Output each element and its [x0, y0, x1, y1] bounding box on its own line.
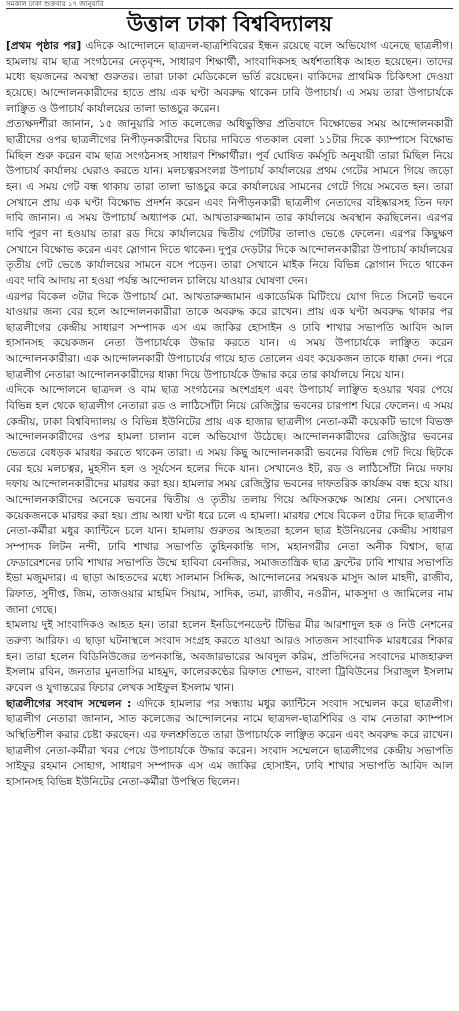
- continuation-kicker: [প্রথম পৃষ্ঠার পর]: [6, 40, 82, 52]
- paragraph-6-text: এদিকে হামলার পর সন্ধ্যায় মধুর ক্যান্টিনে সংবাদ সম্মেলন করে ছাত্রলীগ। ছাত্রলীগ নেতারা জানান, সাত কলেজের আন্দোলনের নামে ছাত্রদল-ছাত্রশিবির ও বাম নেতারা ক্যাম্পাস অস্থিতিশীল করার চেষ্টা করছেন। এর ফলশ্রুতিতে তারা উপাচার্যকে লাঞ্ছিত করেন এবং অবরুদ্ধ করে রাখেন। ছাত্রলীগ নেতা-কর্মীরা খবর পেয়ে উপাচার্যকে উদ্ধার করেন। সংবাদ সম্মেলনে ছাত্রলীগের কেন্দ্রীয় সভাপতি সাইফুর রহমান সোহাগ, সাধারণ সম্পাদক এস এম জাকির হোসাইন, ঢাবি শাখার সভাপতি আবিদ আল হাসানসহ বিভিন্ন ইউনিটের নেতা-কর্মীরা উপস্থিত ছিলেন।: [6, 697, 453, 788]
- paragraph-1: [6, 39, 453, 117]
- paragraph-6: [6, 697, 453, 791]
- newspaper-clipping: [6, 0, 453, 791]
- page-top-strip: সমকাল ঢাকা শুক্রবার ১৭ জানুয়ারি: [6, 0, 453, 9]
- paragraph-4: এদিকে আন্দোলনে ছাত্রদল ও বাম ছাত্র সংগঠনের অংশগ্রহণ এবং উপাচার্য লাঞ্ছিত হওয়ার খবর পেয়ে বিভিন্ন হল থেকে ছাত্রলীগ নেতারা রড ও লাঠিসোঁটা নিয়ে রেজিস্ট্রার ভবনের চারপাশ ঘিরে ফেলেন। এ সময় কেন্দ্রীয়, ঢাকা বিশ্ববিদ্যালয় ও বিভিন্ন ইউনিটের প্রায় এক হাজার ছাত্রলীগ নেতা-কর্মী কয়েকটি ভাগে বিভক্ত আন্দোলনকারীদের ওপর হামলা চালান বলে অভিযোগ উঠেছে। আন্দোলনকারীদের রেজিস্ট্রার ভবনের ভেতরে বেধড়ক মারধর করতে থাকেন তারা। এ সময় কিছু আন্দোলনকারী ভবনের বিভিন্ন গেট দিয়ে ছিটকে বের হয়ে মলচত্বর, মুহসীন হল ও সূর্যসেন হলের দিকে যান। সেখানেও ইট, রড ও লাঠিসোঁটা নিয়ে দফায় দফায় আন্দোলনকারীদের মারধর করা হয়। হামলার সময় রেজিস্ট্রার ভবনের দাফতরিক কার্যক্রম বন্ধ হয়ে যায়। আন্দোলনকারীদের অনেকে ভবনের দ্বিতীয় ও তৃতীয় তলায় গিয়ে অফিসকক্ষে আশ্রয় নেন। সেখানেও কয়েকজনকে মারধর করা হয়। প্রায় আধা ঘণ্টা ধরে চলে এ হামলা। মারধর শেষে বিকেল ৫টার দিকে ছাত্রলীগ নেতা-কর্মীরা মধুর ক্যান্টিনে চলে যান। হামলায় গুরুতর আহতরা হলেন ছাত্র ইউনিয়নের কেন্দ্রীয় সাধারণ সম্পাদক লিটন নন্দী, ঢাবি শাখার সভাপতি তুহিনকান্তি দাস, মহানগরীর নেতা অনীক বিশ্বাস, ছাত্র ফেডারেশনের ঢাবি শাখার সভাপতি উম্মে হাবিবা বেনজির, সমাজতান্ত্রিক ছাত্র ফ্রন্টের ঢাবি শাখার সভাপতি ইভা মজুমদার। এ ছাড়া আহতদের মধ্যে সালমান সিদ্দিক, আন্দোলনের সমন্বয়ক মাসুদ আল মাহদী, রাজীব, রিফাত, সুদীপ্ত, জিম, তাজওয়ার মাহমিদ সিয়াম, সাদিক, তমা, রাজীব, নওরীন, মাকসুদা ও জামিলের নাম জানা গেছে।: [6, 384, 453, 616]
- paragraph-2: প্রত্যক্ষদর্শীরা জানান, ১৫ জানুয়ারি সাত কলেজের অধিভুক্তির প্রতিবাদে বিক্ষোভের সময় আন্দোলনকারী ছাত্রীদের ওপর ছাত্রলীগের নিপীড়নকারীদের বিচার দাবিতে গতকাল বেলা ১১টার দিকে ক্যাম্পাসে বিক্ষোভ মিছিল শুরু করেন বাম ছাত্র সংগঠনসহ সাধারণ শিক্ষার্থীরা। পূর্ব ঘোষিত কর্মসূচি অনুযায়ী তারা মিছিল নিয়ে উপাচার্য কার্যালয় ঘেরাও করতে যান। মলচত্বরসংলগ্ন উপাচার্য কার্যালয়ের প্রথম গেটের সামনে গিয়ে জড়ো হন। এ সময় গেট বন্ধ থাকায় তারা তালা ভাঙচুর করে কার্যালয়ের সামনের গেটে গিয়ে সমবেত হন। তারা সেখানে প্রায় এক ঘণ্টা বিক্ষোভ প্রদর্শন করেন এবং নিপীড়নকারী ছাত্রলীগ নেতাদের বহিষ্কারসহ তিন দফা দাবি জানান। এ সময় উপাচার্য অধ্যাপক মো. আখতারুজ্জামান তার কার্যালয়ে অবস্থান করছিলেন। এরপর দাবি পূরণ না হওয়ায় তারা রড দিয়ে কার্যালয়ের দ্বিতীয় গেটটির তালাও ভেঙে ফেলেন। এরপর কিছুক্ষণ সেখানে বিক্ষোভ করেন এবং স্লোগান দিতে থাকেন। দুপুর দেড়টার দিকে আন্দোলনকারীরা উপাচার্য কার্যালয়ের তৃতীয় গেট ভেঙে কার্যালয়ের সামনে বসে পড়েন। তারা সেখানে মাইক নিয়ে বিভিন্ন স্লোগান দিতে থাকেন এবং দাবি আদায় না হওয়া পর্যন্ত আন্দোলন চালিয়ে যাওয়ার ঘোষণা দেন।: [6, 118, 453, 287]
- paragraph-5: হামলায় দুই সাংবাদিকও আহত হন। তারা হলেন ইনডিপেনডেন্ট টিভির মীর আরশাদুল হক ও নিউ নেশনের তরুণ্য আরিফ। এ ছাড়া ঘটনাস্থলে সংবাদ সংগ্রহ করতে যাওয়া আরও সাতজন সাংবাদিক মারধরের শিকার হন। তারা হলেন বিডিনিউজের তপনকান্তি, অবজারভারের আবদুল করিম, প্রতিদিনের সংবাদের মাজহারুল ইসলাম রবিন, জনতার মুনতাসির মাহমুদ, কালেরকণ্ঠের রিফাত শোভন, বাংলা ট্রিবিউনের সিরাজুল ইসলাম রুবেল ও যুগান্তরের ফিচার লেখক সাইফুল ইসলাম খান।: [6, 619, 453, 694]
- paragraph-1-text: এদিকে আন্দোলনে ছাত্রদল-ছাত্রশিবিরের ইন্ধন রয়েছে বলে অভিযোগ এনেছে ছাত্রলীগ। হামলায় বাম ছাত্র সংগঠনের নেতৃবৃন্দ, সাধারণ শিক্ষার্থী, সাংবাদিকসহ অর্ধশতাধিক আহত হয়েছেন। তাদের মধ্যে ছয়জনের অবস্থা গুরুতর। তারা ঢাকা মেডিকেলে ভর্তি রয়েছেন। বাকিদের প্রাথমিক চিকিৎসা দেওয়া হয়েছে। আন্দোলনকারীদের হাতে প্রায় এক ঘণ্টা অবরুদ্ধ থাকেন ঢাবি উপাচার্য। এ সময় তারা উপাচার্যকে লাঞ্ছিত ও উপাচার্য কার্যালয়ের তালা ভাঙচুর করেন।: [6, 40, 454, 115]
- press-conference-subhead: ছাত্রলীগের সংবাদ সম্মেলন :: [6, 697, 132, 710]
- headline: উত্তাল ঢাকা বিশ্ববিদ্যালয়: [126, 12, 333, 36]
- article-body: [6, 39, 453, 791]
- paragraph-3: এরপর বিকেল ৩টার দিকে উপাচার্য মো. আখতারুজ্জামান একাডেমিক মিটিংয়ে যোগ দিতে সিনেট ভবনে যাওয়ার জন্য বের হলে আন্দোলনকারীরা তাকে অবরুদ্ধ করে রাখেন। প্রায় এক ঘণ্টা অবরুদ্ধ থাকার পর ছাত্রলীগের কেন্দ্রীয় সাধারণ সম্পাদক এস এম জাকির হোসাইন ও ঢাবি শাখার সভাপতি আবিদ আল হাসানসহ কয়েকজন নেতা উপাচার্যকে উদ্ধার করতে যান। এ সময় উপাচার্যকে লাঞ্ছিত করেন আন্দোলনকারীরা। এক আন্দোলনকারী উপাচার্যের গায়ে হাত তোলেন এবং কয়েকজন তাকে ধাক্কা দেন। পরে ছাত্রলীগ নেতারা আন্দোলনকারীদের ধাক্কা দিয়ে উপাচার্যকে উদ্ধার করে তার কার্যালয়ে নিয়ে যান।: [6, 290, 453, 381]
